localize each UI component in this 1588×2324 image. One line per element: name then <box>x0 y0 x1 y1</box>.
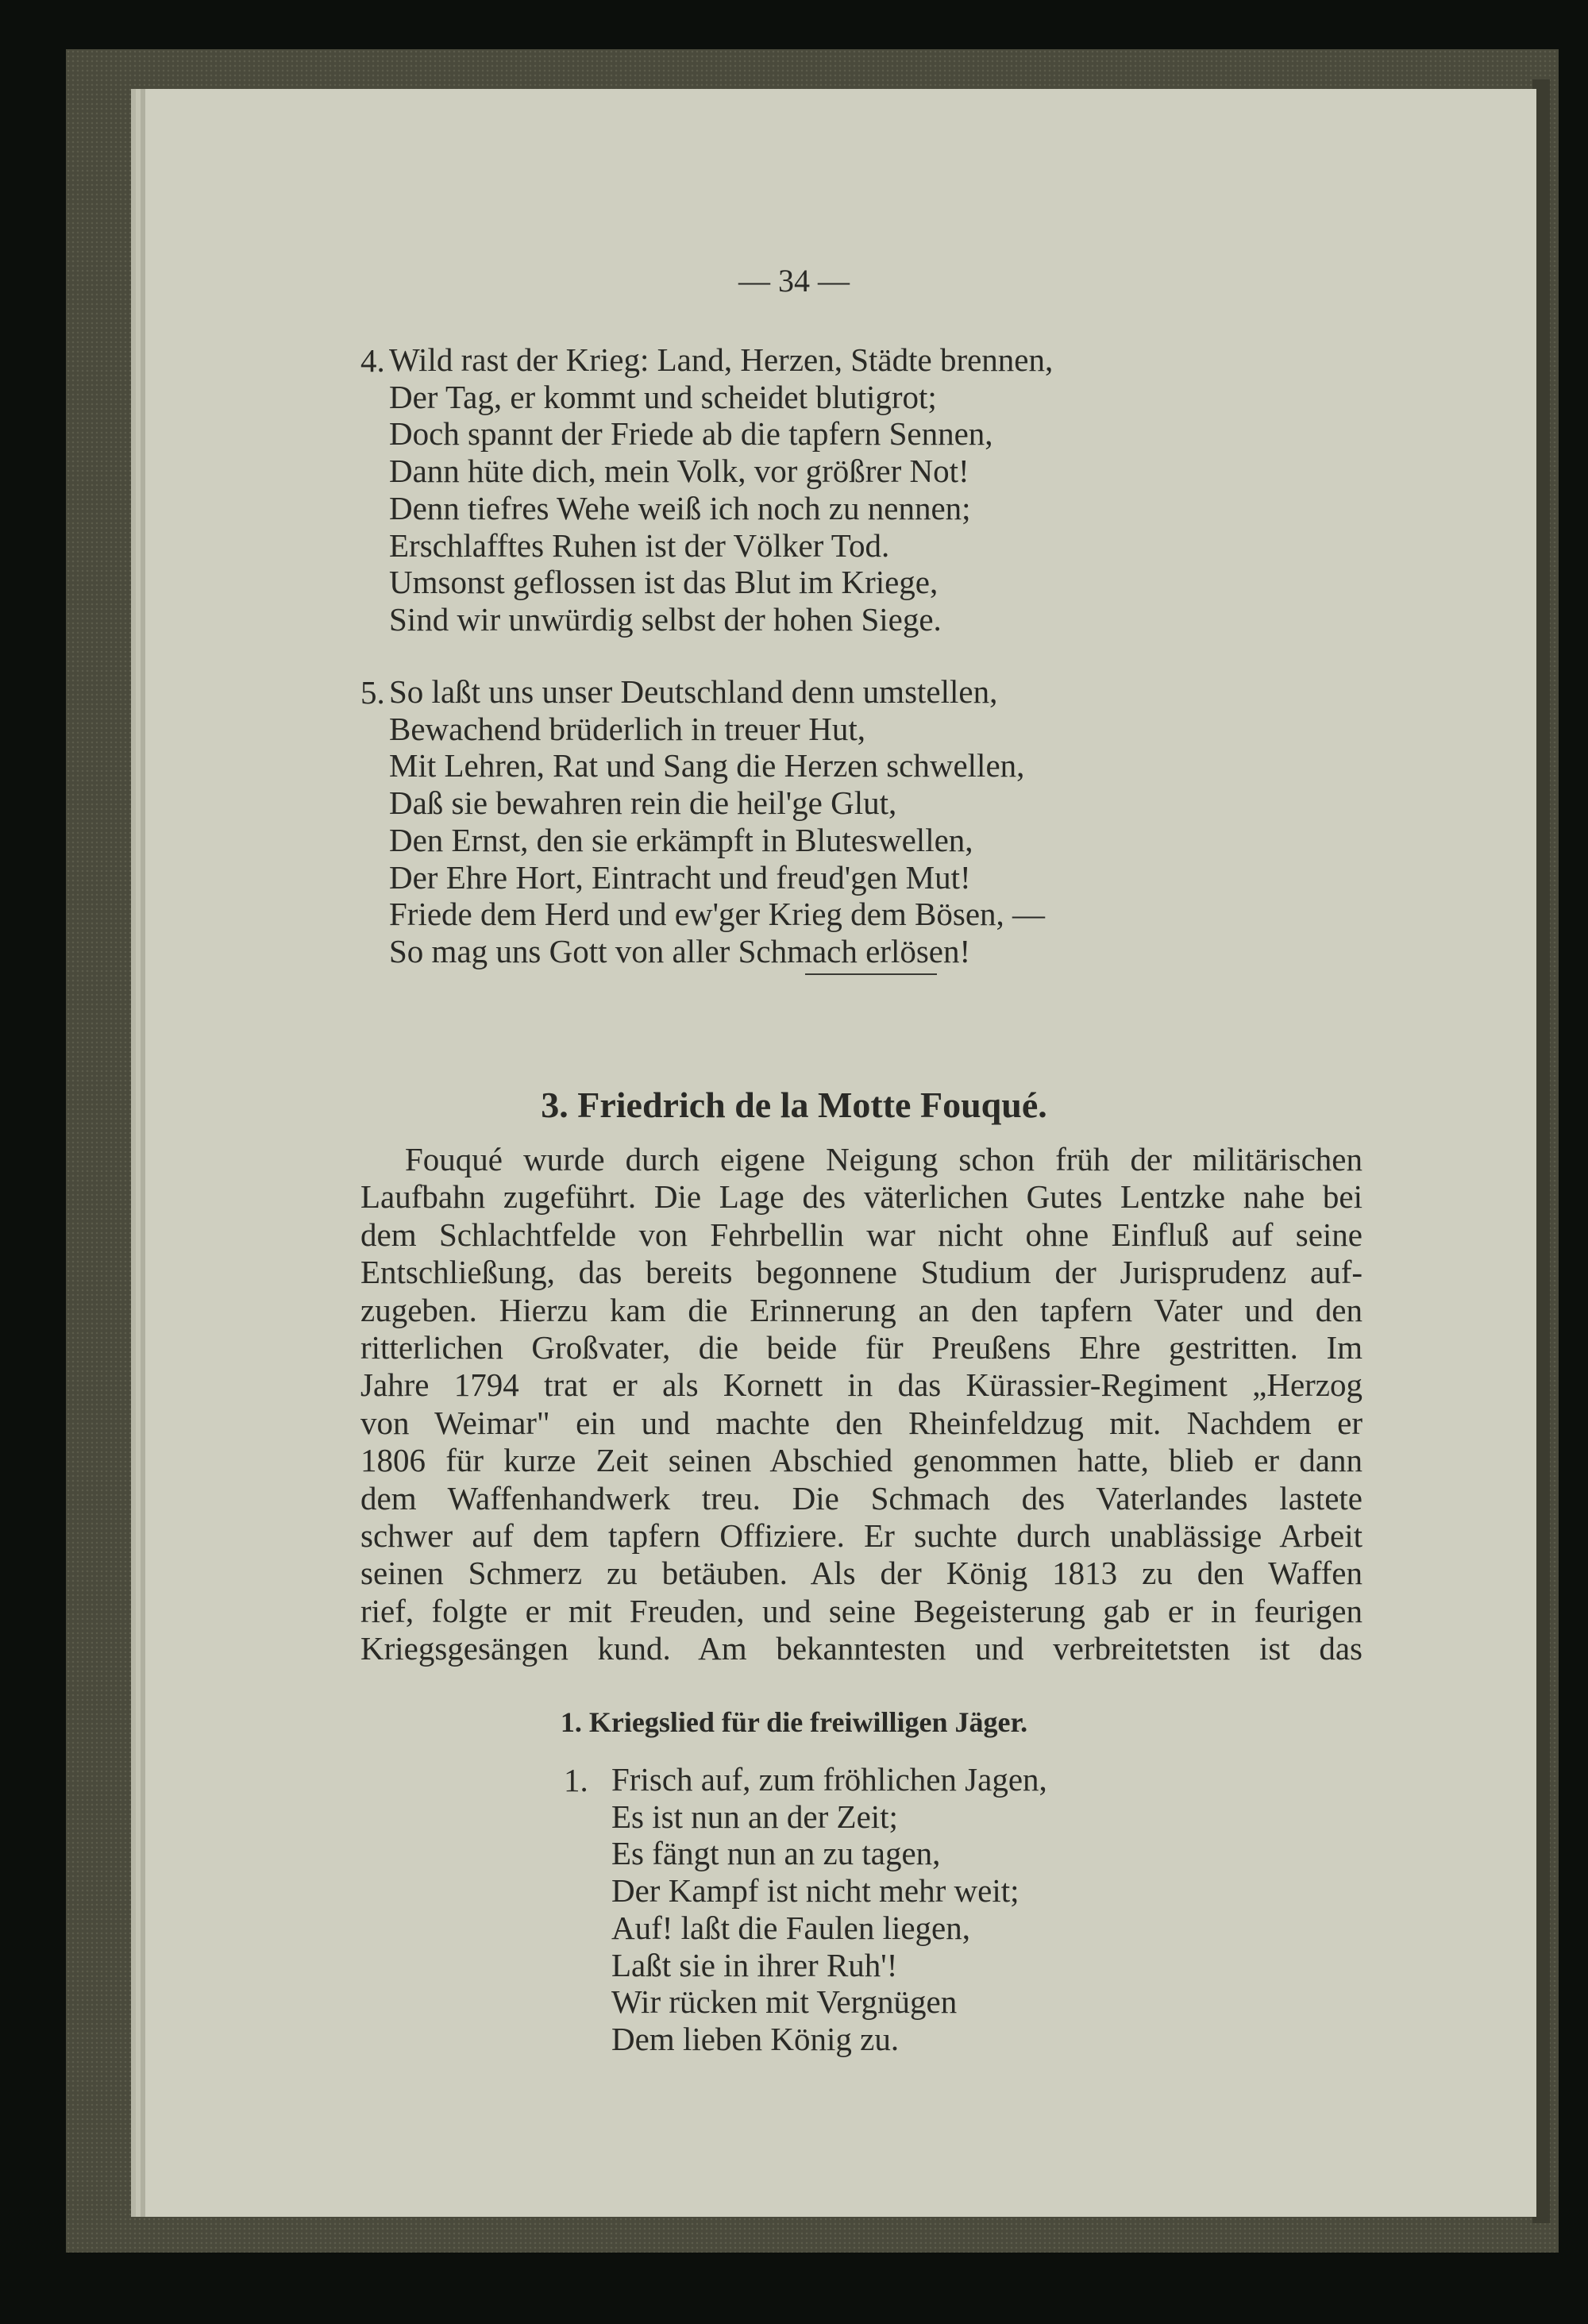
stanza-4-number: 4. <box>360 342 385 379</box>
paragraph-line: 1806 für kurze Zeit seinen Abschied genommen hatte, blieb er dann <box>360 1442 1363 1479</box>
paragraph-line: zugeben. Hierzu kam die Erinnerung an den tapfern Vater und den <box>360 1291 1363 1328</box>
song-stanza-1-line: Es ist nun an der Zeit; <box>611 1798 898 1835</box>
stanza-5-number: 5. <box>360 674 385 711</box>
paragraph-line: Fouqué wurde durch eigene Neigung schon früh der militärischen <box>405 1141 1363 1177</box>
stanza-4-line: Dann hüte dich, mein Volk, vor größrer Not! <box>389 453 969 490</box>
paragraph-line: seinen Schmerz zu betäuben. Als der König 1813 zu den Waffen <box>360 1555 1363 1592</box>
song-stanza-1-line: Der Kampf ist nicht mehr weit; <box>611 1872 1019 1910</box>
paragraph-line: dem Waffenhandwerk treu. Die Schmach des Vaterlandes lastete <box>360 1479 1363 1517</box>
page-number: — 34 — <box>738 263 850 299</box>
song-stanza-1-line: Dem lieben König zu. <box>611 2020 900 2057</box>
stanza-4-line: Doch spannt der Friede ab die tapfern Sennen, <box>389 415 993 453</box>
song-stanza-1-line: Es fängt nun an zu tagen, <box>611 1835 941 1872</box>
section-divider <box>805 973 937 975</box>
song-heading: 1. Kriegslied für die freiwilligen Jäger. <box>560 1706 1028 1738</box>
paragraph-line: rief, folgte er mit Freuden, und seine Begeisterung gab er in feurigen <box>360 1592 1363 1629</box>
song-stanza-1-line: Frisch auf, zum fröhlichen Jagen, <box>611 1761 1047 1798</box>
stanza-5-line: So laßt uns unser Deutschland denn umstellen, <box>389 673 998 710</box>
song-stanza-1-number: 1. <box>564 1762 588 1798</box>
stanza-4-line: Der Tag, er kommt und scheidet blutigrot; <box>389 378 937 415</box>
paragraph-line: schwer auf dem tapfern Offiziere. Er suchte durch unablässige Arbeit <box>360 1517 1363 1554</box>
stanza-4-line: Erschlafftes Ruhen ist der Völker Tod. <box>389 526 890 564</box>
song-stanza-1-line: Laßt sie in ihrer Ruh'! <box>611 1946 898 1983</box>
paragraph-line: ritterlichen Großvater, die beide für Preußens Ehre gestritten. Im <box>360 1329 1363 1366</box>
stanza-4-line: Denn tiefres Wehe weiß ich noch zu nennen; <box>389 489 971 526</box>
paragraph-line: Jahre 1794 trat er als Kornett in das Kürassier-Regiment „Herzog <box>360 1366 1363 1404</box>
song-stanza-1-line: Wir rücken mit Vergnügen <box>611 1983 958 2021</box>
stanza-5-line: Den Ernst, den sie erkämpft in Bluteswellen, <box>389 821 973 858</box>
stanza-5-line: Mit Lehren, Rat und Sang die Herzen schwellen, <box>389 747 1025 784</box>
stanza-5-line: Friede dem Herd und ew'ger Krieg dem Bösen, — <box>389 896 1046 933</box>
paragraph-line: Entschließung, das bereits begonnene Studium der Jurisprudenz auf- <box>360 1254 1363 1291</box>
song-stanza-1-line: Auf! laßt die Faulen liegen, <box>611 1909 971 1946</box>
stanza-5-line: So mag uns Gott von aller Schmach erlösen! <box>389 932 971 969</box>
paragraph-line: dem Schlachtfelde von Fehrbellin war nicht ohne Einfluß auf seine <box>360 1216 1363 1253</box>
stanza-4-line: Umsonst geflossen ist das Blut im Kriege, <box>389 564 939 601</box>
paragraph-line: Laufbahn zugeführt. Die Lage des väterlichen Gutes Lentzke nahe bei <box>360 1178 1363 1216</box>
section-heading: 3. Friedrich de la Motte Fouqué. <box>541 1085 1047 1125</box>
stanza-4-line: Sind wir unwürdig selbst der hohen Siege. <box>389 600 942 638</box>
paragraph-line: Kriegsgesängen kund. Am bekanntesten und verbreitetsten ist das <box>360 1630 1363 1667</box>
stanza-5-line: Bewachend brüderlich in treuer Hut, <box>389 710 865 747</box>
stanza-4-line: Wild rast der Krieg: Land, Herzen, Städte brennen, <box>389 341 1054 378</box>
stanza-5-line: Daß sie bewahren rein die heil'ge Glut, <box>389 784 897 822</box>
stanza-5-line: Der Ehre Hort, Eintracht und freud'gen Mut! <box>389 858 971 896</box>
paragraph-line: von Weimar" ein und machte den Rheinfeldzug mit. Nachdem er <box>360 1404 1363 1441</box>
